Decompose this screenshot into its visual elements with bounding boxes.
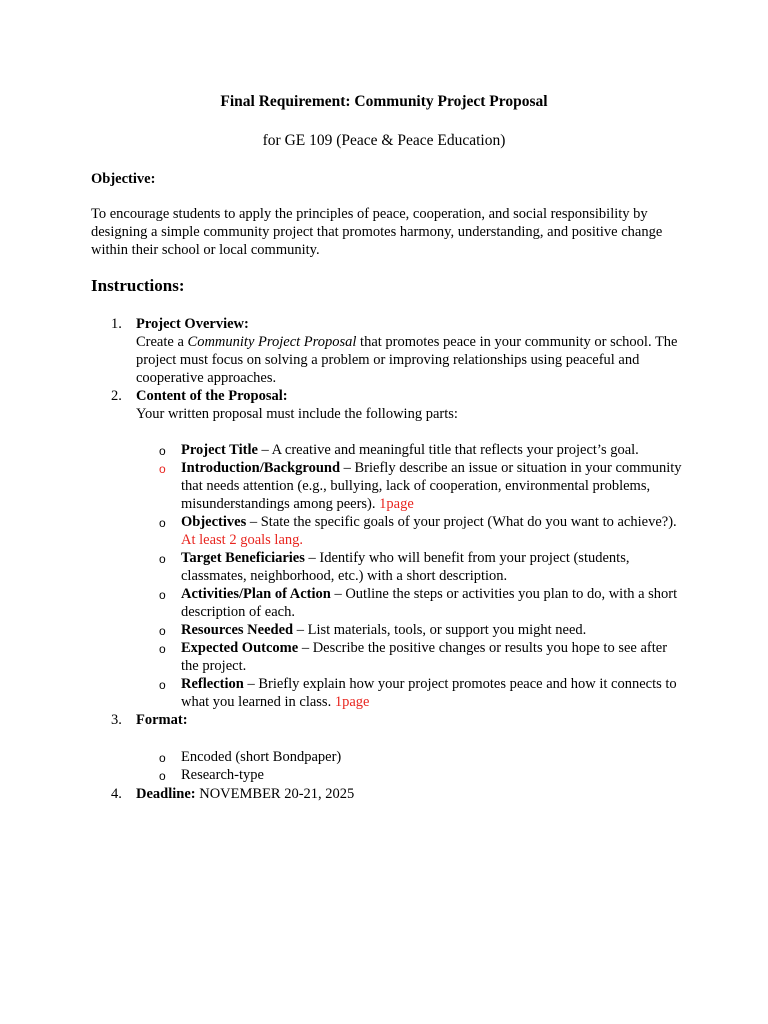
sub-item-body: [181, 675, 686, 711]
sub-item-label: Target Beneficiaries: [181, 550, 305, 566]
item-body: [136, 711, 686, 729]
sub-item-body: [181, 621, 686, 639]
sub-item-label: Project Title: [181, 442, 258, 458]
bullet-icon: o: [159, 552, 166, 566]
sub-item-label: Objectives: [181, 514, 247, 530]
bullet-icon: o: [159, 588, 166, 602]
item-body: [136, 785, 686, 803]
bullet-icon: o: [159, 444, 166, 458]
sub-item-label: Activities/Plan of Action: [181, 586, 331, 602]
item-label: Project Overview:: [136, 316, 249, 332]
bullet-icon: o: [159, 678, 166, 692]
item-label: Format:: [136, 712, 188, 728]
sub-item-note: At least 2 goals lang.: [181, 532, 304, 548]
objective-text: To encourage students to apply the principles of peace, cooperation, and social responsibility by designing a simple community project that promotes harmony, understanding, and positive change within their school or local community.: [91, 206, 663, 258]
sub-item-label: Introduction/Background: [181, 460, 341, 476]
item-text: Create a: [136, 334, 188, 350]
document-title: Final Requirement: Community Project Proposal: [220, 93, 548, 110]
sub-item-note: 1page: [334, 694, 370, 710]
sub-item-text: – Outline the steps or activities you plan to do, with a short description of each.: [181, 586, 678, 620]
list-number: 4.: [111, 786, 122, 802]
item-label: Deadline:: [136, 786, 196, 802]
item-text-italic: Community Project Proposal: [187, 334, 357, 350]
list-number: 2.: [111, 388, 122, 404]
bullet-icon: o: [159, 769, 166, 783]
sub-item-text: – State the specific goals of your project (What do you want to achieve?).: [246, 514, 677, 530]
sub-item-text: – Briefly explain how your project promotes peace and how it connects to what you learned in class.: [181, 676, 677, 710]
bullet-icon: o: [159, 624, 166, 638]
item-label: Content of the Proposal:: [136, 388, 288, 404]
sub-item-label: Expected Outcome: [181, 640, 299, 656]
sub-item-text: – Identify who will benefit from your project (students, classmates, neighborhood, etc.) with a short description.: [181, 550, 630, 584]
deadline-date: NOVEMBER 20-21, 2025: [195, 786, 355, 802]
sub-item-label: Resources Needed: [181, 622, 294, 638]
bullet-icon: o: [159, 751, 166, 765]
sub-item-body: [181, 585, 686, 621]
bullet-icon: o: [159, 642, 166, 656]
document-subtitle: for GE 109 (Peace & Peace Education): [262, 132, 506, 149]
item-text: Your written proposal must include the following parts:: [136, 406, 458, 422]
objective-label: Objective:: [91, 171, 156, 187]
item-text: that promotes peace in your community or school. The project must focus on solving a problem or improving relationships using peaceful and cooperative approaches.: [136, 334, 678, 386]
sub-item-body: [181, 459, 686, 513]
sub-item-body: [181, 513, 686, 549]
sub-item-text: – Briefly describe an issue or situation in your community that needs attention (e.g., bullying, lack of cooperation, environmental problems, misunderstandings among peers).: [181, 460, 682, 512]
instructions-heading: Instructions:: [91, 276, 185, 295]
sub-item-text: – Describe the positive changes or results you hope to see after the project.: [181, 640, 668, 674]
list-number: 3.: [111, 712, 122, 728]
sub-item-label: Reflection: [181, 676, 244, 692]
sub-item-text: – A creative and meaningful title that reflects your project’s goal.: [257, 442, 639, 458]
bullet-icon: o: [159, 516, 166, 530]
bullet-icon: o: [159, 462, 166, 476]
sub-item-text: Research-type: [181, 767, 264, 783]
item-body: [136, 387, 686, 423]
item-body: [136, 315, 686, 387]
sub-item-note: 1page: [379, 496, 414, 512]
sub-item-text: Encoded (short Bondpaper): [181, 749, 342, 765]
sub-item-body: [181, 441, 686, 459]
sub-item-text: – List materials, tools, or support you might need.: [293, 622, 587, 638]
sub-item-body: [181, 639, 686, 675]
sub-item-body: [181, 549, 686, 585]
list-number: 1.: [111, 316, 122, 332]
